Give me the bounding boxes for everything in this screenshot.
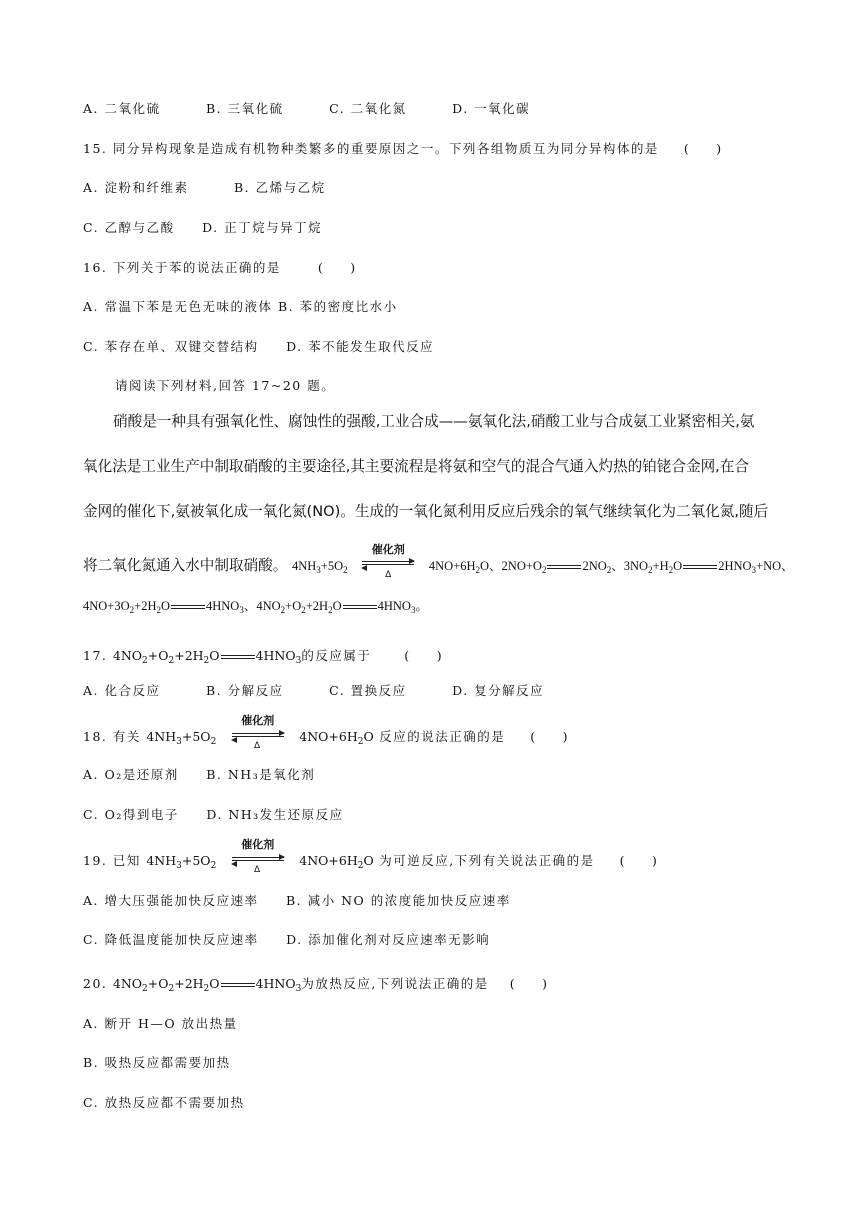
q17-stem: [83, 648, 443, 664]
q17-option-c: C. 置换反应: [329, 683, 407, 698]
q14-option-d: D. 一氧化碳: [452, 101, 531, 116]
q20-option-b: B. 吸热反应都需要加热: [83, 1055, 231, 1070]
q18-option-c: C. O₂得到电子: [83, 807, 179, 822]
catalyst-arrow-3: [232, 837, 284, 875]
q19-paren-left: (: [619, 853, 627, 868]
q20-paren-right: ): [542, 976, 549, 991]
q15-options-cd: [83, 220, 322, 236]
q20-option-c: C. 放热反应都不需要加热: [83, 1095, 245, 1110]
q18-paren-left: (: [530, 729, 537, 744]
q14-option-c: C. 二氧化氮: [329, 101, 407, 116]
q16-option-a: A. 常温下苯是无色无味的液体: [83, 299, 273, 314]
q19-equation: $4NH_3+5O_2$: [146, 853, 217, 871]
catalyst-arrow-2: [232, 713, 284, 751]
q20-option-c-line: [83, 1095, 245, 1111]
q14-option-a: A. 二氧化硫: [83, 101, 161, 116]
q18-options-ab: [83, 767, 315, 783]
q20-option-a: A. 断开 H—O 放出热量: [83, 1016, 238, 1031]
delta-2: Δ: [253, 740, 262, 751]
equation-1-products: $4NO+6H_2O$、$2NO+O_2$ $2NO_2$、$3NO_2+H_2O$ $2HNO_3+NO$、: [428, 559, 794, 575]
q19-number: 19. 已知: [83, 853, 141, 868]
q19-options-cd: [83, 932, 490, 948]
q16-paren-right: ): [350, 260, 357, 275]
q20-option-b-line: [83, 1055, 231, 1071]
q18-stem: [83, 713, 569, 751]
q17-option-a: A. 化合反应: [83, 683, 161, 698]
q17-paren-left: (: [404, 648, 411, 663]
q15-option-d: D. 正丁烷与异丁烷: [202, 220, 323, 235]
reading-para-line-4: [83, 543, 794, 580]
q15-option-c: C. 乙醇与乙酸: [83, 220, 175, 235]
q15-options-ab: [83, 180, 326, 196]
q19-stem: [83, 837, 659, 875]
q20-stem-text: 为放热反应,下列说法正确的是: [301, 976, 489, 991]
catalyst-arrow-1: [362, 543, 414, 580]
q17-option-b: B. 分解反应: [205, 683, 284, 698]
q19-stem-text: 为可逆反应,下列有关说法正确的是: [379, 853, 595, 868]
equation-1: $4NH_3+5O_2$: [291, 559, 348, 575]
q15-paren-left: (: [683, 141, 691, 156]
q17-paren-right: ): [436, 648, 444, 663]
q16-option-c: C. 苯存在单、双键交替结构: [83, 339, 259, 354]
reading-para-line-1: 硝酸是一种具有强氧化性、腐蚀性的强酸,工业合成——氨氧化法,硝酸工业与合成氨工业紧密相关,氨: [113, 413, 755, 430]
reading-para-line-2: 氧化法是工业生产中制取硝酸的主要途径,其主要流程是将氨和空气的混合气通入灼热的铂铑合金网,在合: [83, 458, 750, 475]
q14-options: [83, 101, 530, 117]
q16-options-ab: [83, 299, 398, 315]
q20-paren-left: (: [509, 976, 517, 991]
q17-number: 17.: [83, 648, 108, 663]
q18-stem-text: 反应的说法正确的是: [379, 729, 506, 744]
q19-option-d: D. 添加催化剂对反应速率无影响: [286, 932, 491, 947]
q16-stem: [83, 260, 357, 276]
catalyst-label-2: 催化剂: [241, 713, 275, 727]
q17-equation: $4NO_2+O_2+2H_2O$ $4HNO_3$: [112, 648, 302, 666]
delta-1: Δ: [385, 570, 392, 580]
reading-intro: 请阅读下列材料,回答 17~20 题。: [115, 378, 336, 393]
q15-option-b: B. 乙烯与乙烷: [233, 180, 326, 195]
catalyst-label-1: 催化剂: [371, 543, 405, 556]
q17-option-d: D. 复分解反应: [452, 683, 545, 698]
q18-option-b: B. NH₃是氧化剂: [206, 767, 316, 782]
q15-stem-text: 15. 同分异构现象是造成有机物种类繁多的重要原因之一。下列各组物质互为同分异构体的是: [83, 141, 659, 156]
q17-options: [83, 683, 544, 699]
q19-option-a: A. 增大压强能加快反应速率: [83, 893, 259, 908]
catalyst-label-3: 催化剂: [241, 837, 275, 851]
q15-paren-right: ): [716, 141, 723, 156]
q18-option-a: A. O₂是还原剂: [83, 767, 179, 782]
q18-paren-right: ): [562, 729, 569, 744]
q20-option-a-line: [83, 1016, 238, 1032]
q17-stem-text: 的反应属于: [301, 648, 372, 663]
q18-equation: $4NH_3+5O_2$: [146, 729, 217, 747]
q18-option-d: D. NH₃发生还原反应: [206, 807, 344, 822]
q18-equation-products: $4NO+6H_2O$: [299, 729, 374, 747]
q19-equation-products: $4NO+6H_2O$: [299, 853, 374, 871]
q16-options-cd: [83, 339, 434, 355]
delta-3: Δ: [253, 864, 262, 875]
q20-stem: [83, 976, 549, 992]
reading-para-line-4-text: 将二氧化氮通入水中制取硝酸。: [83, 557, 288, 574]
q19-paren-right: ): [652, 853, 659, 868]
q20-equation: $4NO_2+O_2+2H_2O$ $4HNO_3$: [112, 976, 302, 994]
q20-number: 20.: [83, 976, 108, 991]
q18-options-cd: [83, 807, 344, 823]
q15-option-a: A. 淀粉和纤维素: [83, 180, 189, 195]
q15-stem: [83, 141, 723, 157]
q18-number: 18. 有关: [83, 729, 141, 744]
q16-option-d: D. 苯不能发生取代反应: [286, 339, 435, 354]
q19-option-b: B. 减小 NO 的浓度能加快反应速率: [285, 893, 511, 908]
reading-para-line-5: [83, 597, 783, 615]
q16-stem-text: 16. 下列关于苯的说法正确的是: [83, 260, 281, 275]
q14-option-b: B. 三氧化硫: [205, 101, 284, 116]
reading-para-line-3: 金网的催化下,氨被氧化成一氧化氮(NO)。生成的一氧化氮利用反应后残余的氧气继续氧化为二氧化氮,随后: [83, 503, 769, 520]
q16-option-b: B. 苯的密度比水小: [277, 299, 398, 314]
q16-paren-left: (: [317, 260, 325, 275]
q19-options-ab: [83, 893, 511, 909]
equation-4: $4NO+3O_2+2H_2O$ $4HNO_3$、$4NO_2+O_2+2H_2O$ $4HNO_3$。: [83, 599, 428, 615]
q19-option-c: C. 降低温度能加快反应速率: [83, 932, 259, 947]
